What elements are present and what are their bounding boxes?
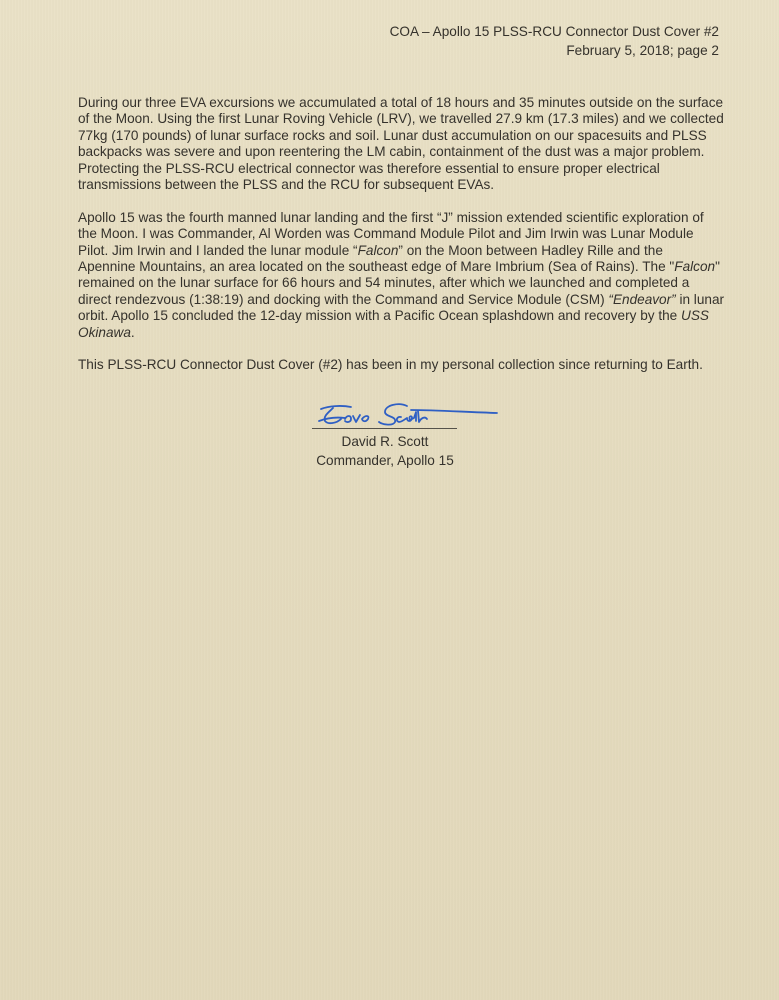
text-run: " [715, 259, 720, 275]
signature-line [312, 428, 457, 429]
header-title: COA – Apollo 15 PLSS-RCU Connector Dust Cover #2 [389, 24, 719, 39]
header-date-page: February 5, 2018; page 2 [566, 43, 719, 58]
text-run: direct rendezvous (1:38:19) and docking with the Command and Service Module (CSM) [78, 291, 609, 307]
text-line [78, 243, 723, 259]
text-run: Pilot. Jim Irwin and I landed the lunar module “ [78, 242, 358, 258]
csm-name-endeavor: “Endeavor” [608, 291, 676, 307]
text-run: in lunar [675, 291, 725, 307]
text-line: the Moon. I was Commander, Al Worden was Command Module Pilot and Jim Irwin was Lunar Module [78, 226, 694, 242]
signature-area [290, 400, 520, 432]
text-line: transmissions between the PLSS and the RCU for subsequent EVAs. [78, 177, 495, 193]
text-line [78, 308, 723, 324]
text-line: Apollo 15 was the fourth manned lunar landing and the first “J” mission extended scientific exploration of [78, 209, 704, 225]
document-header [390, 22, 719, 60]
text-run: Apennine Mountains, an area located on the southeast edge of Mare Imbrium (Sea of Rains). The " [78, 259, 675, 275]
text-line: This PLSS-RCU Connector Dust Cover (#2) has been in my personal collection since returning to Earth. [78, 357, 703, 373]
signer-name: David R. Scott [341, 434, 429, 449]
text-run: orbit. Apollo 15 concluded the 12-day mission with a Pacific Ocean splashdown and recovery by the [78, 308, 681, 324]
lm-name-falcon: Falcon [357, 242, 399, 258]
paragraph-mission-summary [78, 210, 723, 341]
lm-name-falcon: Falcon [674, 259, 716, 275]
text-line [78, 292, 723, 308]
text-run: ” on the Moon between Hadley Rille and the [398, 242, 663, 258]
text-run: . [130, 324, 135, 340]
signer-title: Commander, Apollo 15 [316, 453, 454, 468]
paragraph-provenance [78, 357, 723, 373]
text-line [78, 325, 723, 341]
document-body [78, 95, 723, 390]
text-line: backpacks was severe and upon reentering the LM cabin, containment of the dust was a major problem. [78, 144, 705, 160]
signature-block [290, 400, 520, 470]
text-line: of the Moon. Using the first Lunar Roving Vehicle (LRV), we travelled 27.9 km (17.3 miles) and we collected [78, 111, 724, 127]
text-line: remained on the lunar surface for 66 hours and 54 minutes, after which we launched and completed a [78, 275, 690, 291]
paragraph-eva-summary [78, 95, 723, 193]
ship-name-okinawa: Okinawa [78, 324, 131, 340]
text-line: During our three EVA excursions we accumulated a total of 18 hours and 35 minutes outside on the surface [78, 95, 724, 110]
ship-name-uss: USS [681, 308, 709, 324]
text-line: Protecting the PLSS-RCU electrical connector was therefore essential to ensure proper electrical [78, 160, 660, 176]
text-line [78, 259, 723, 275]
text-line: 77kg (170 pounds) of lunar surface rocks and soil. Lunar dust accumulation on our spacesuits and PLSS [78, 127, 707, 143]
